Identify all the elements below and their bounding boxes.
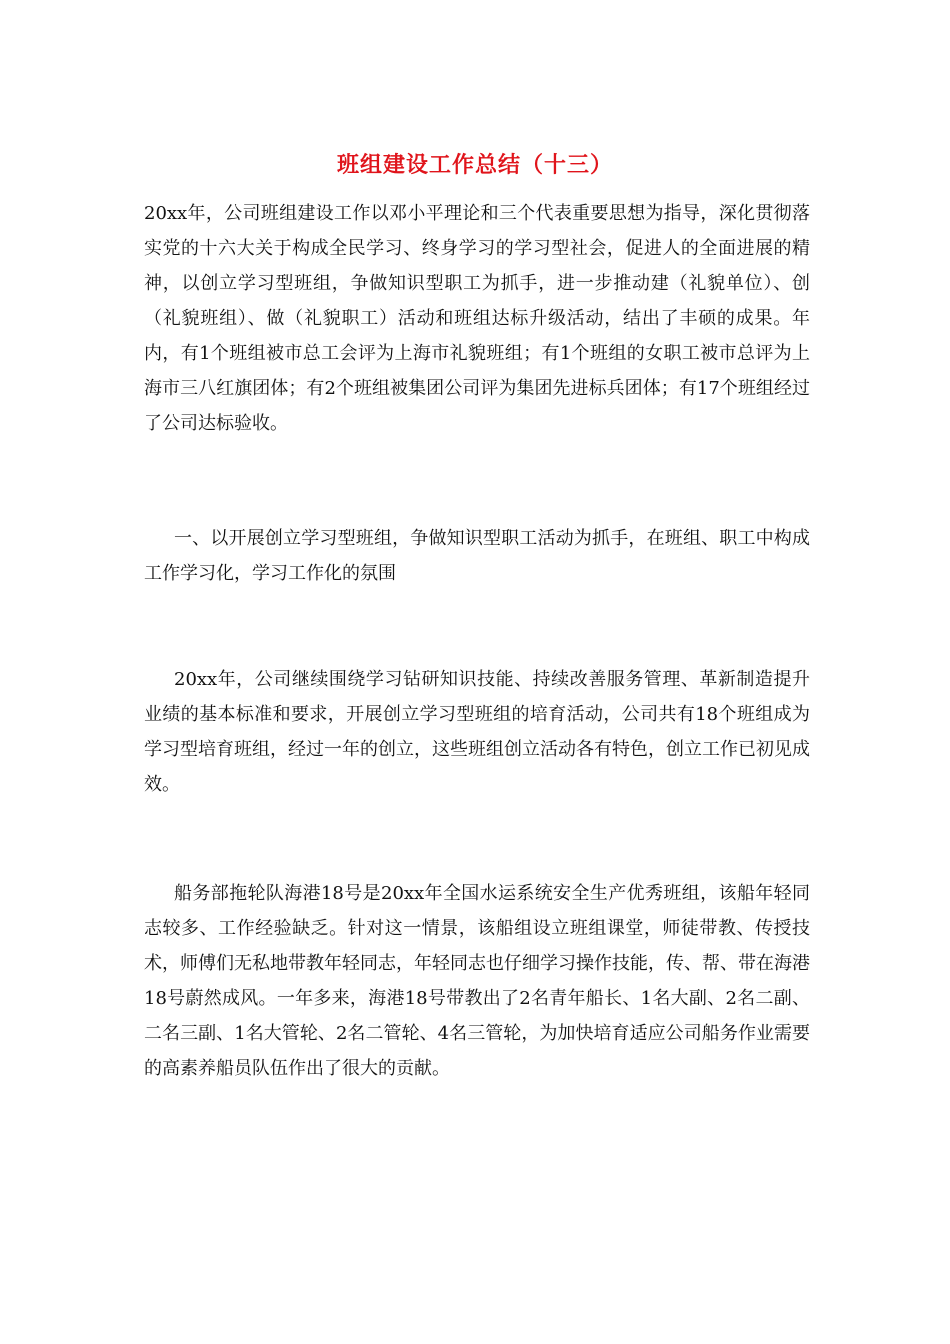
paragraph-learning-groups: 20xx年，公司继续围绕学习钻研知识技能、持续改善服务管理、革新制造提升业绩的基本标准和要求，开展创立学习型班组的培育活动，公司共有18个班组成为学习型培育班组，经过一年的创立，这些班组创立活动各有特色，创立工作已初见成效。 [144,669,810,795]
document-title: 班组建设工作总结（十三） [336,152,613,178]
section-heading-1: 一、以开展创立学习型班组，争做知识型职工活动为抓手，在班组、职工中构成工作学习化，学习工作化的氛围 [144,528,810,584]
paragraph-intro: 20xx年，公司班组建设工作以邓小平理论和三个代表重要思想为指导，深化贯彻落实党的十六大关于构成全民学习、终身学习的学习型社会，促进人的全面进展的精神，以创立学习型班组，争做知识型职工为抓手，进一步推动建（礼貌单位）、创（礼貌班组）、做（礼貌职工）活动和班组达标升级活动，结出了丰硕的成果。年内，有1个班组被市总工会评为上海市礼貌班组；有1个班组的女职工被市总评为上海市三八红旗团体；有2个班组被集团公司评为集团先进标兵团体；有17个班组经过了公司达标验收。 [144,203,810,434]
paragraph-tugboat-example: 船务部拖轮队海港18号是20xx年全国水运系统安全生产优秀班组，该船年轻同志较多、工作经验缺乏。针对这一情景，该船组设立班组课堂，师徒带教、传授技术，师傅们无私地带教年轻同志，年轻同志也仔细学习操作技能，传、帮、带在海港18号蔚然成风。一年多来，海港18号带教出了2名青年船长、1名大副、2名二副、二名三副、1名大管轮、2名二管轮、4名三管轮，为加快培育适应公司船务作业需要的高素养船员队伍作出了很大的贡献。 [144,883,810,1079]
